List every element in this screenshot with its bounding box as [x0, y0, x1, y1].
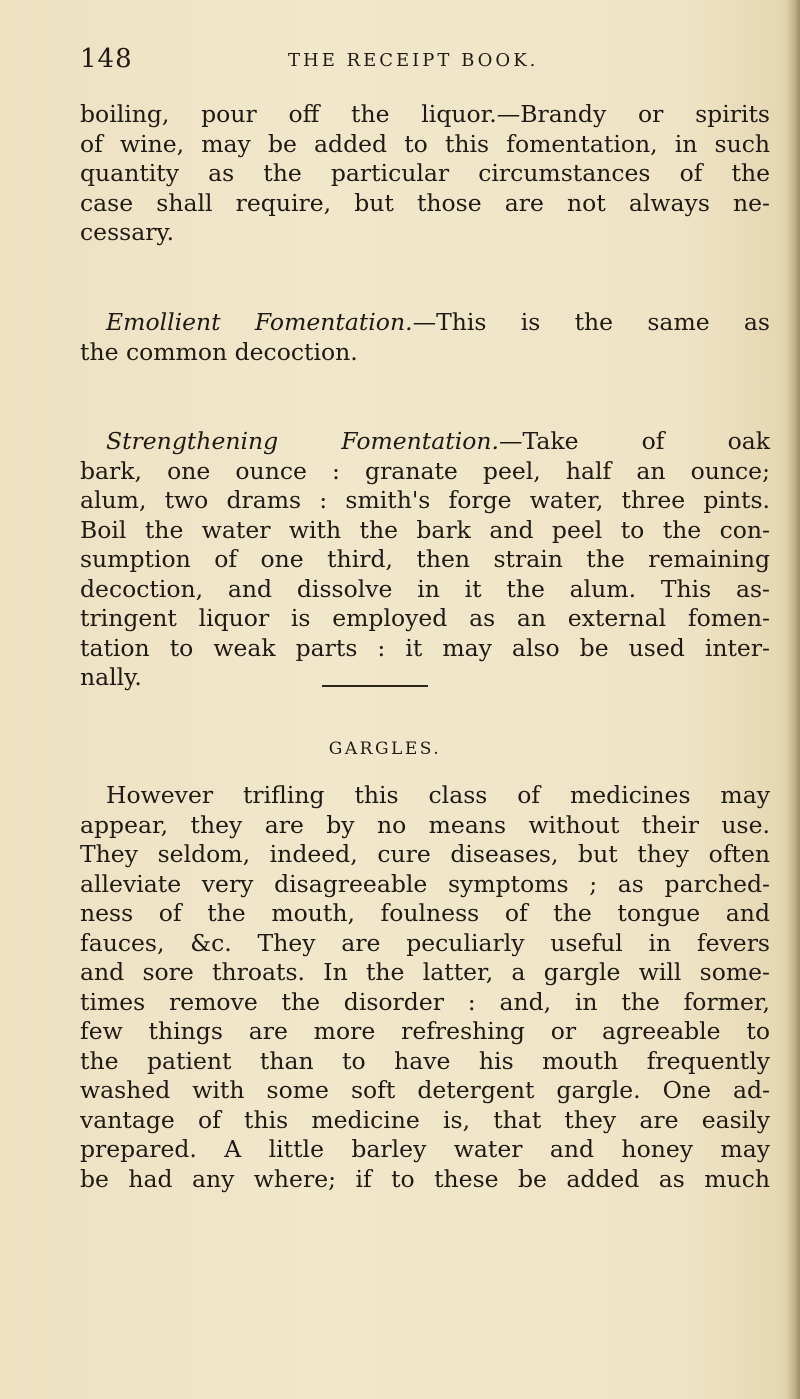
text-run: —This is the same as — [412, 308, 770, 336]
text-line: quantity as the particular circumstances of the — [80, 159, 770, 187]
text-line: of wine, may be added to this fomentation, in such — [80, 129, 770, 158]
text-line: the common decoction. — [80, 337, 358, 366]
text-line: few things are more refreshing or agreeable to — [80, 1017, 770, 1045]
text-line: They seldom, indeed, cure diseases, but they often — [80, 840, 770, 868]
text-line: sumption of one third, then strain the remaining — [80, 545, 770, 573]
text-line: decoction, and dissolve in it the alum. This as- — [80, 574, 770, 603]
paragraph-strengthening-fomentation — [80, 427, 770, 693]
text-line: tation to weak parts : it may also be used inter- — [80, 633, 770, 662]
paragraph-continuation — [80, 100, 770, 248]
text-line — [80, 427, 770, 457]
text-line: fauces, &c. They are peculiarly useful in fevers — [80, 928, 770, 957]
text-line: case shall require, but those are not always ne- — [80, 188, 770, 217]
section-title: GARGLES. — [328, 739, 442, 759]
text-run: —Take of oak — [498, 427, 770, 455]
text-line — [80, 308, 770, 338]
page-header — [80, 44, 770, 84]
text-line: vantage of this medicine is, that they are easily — [80, 1105, 770, 1134]
text-line: ness of the mouth, foulness of the tongue and — [80, 899, 770, 927]
recipe-heading: Emollient Fomentation. — [106, 308, 413, 336]
running-head: THE RECEIPT BOOK. — [288, 50, 539, 71]
recipe-heading: Strengthening Fomentation. — [106, 427, 499, 455]
section-divider — [322, 685, 428, 687]
text-line: cessary. — [80, 218, 175, 246]
text-line: boiling, pour off the liquor.—Brandy or spirits — [80, 100, 770, 128]
text-line: nally. — [80, 663, 142, 691]
text-line: the patient than to have his mouth frequently — [80, 1046, 770, 1075]
page-edge-shadow — [786, 0, 800, 1399]
paragraph-emollient-fomentation — [80, 308, 770, 367]
text-line: tringent liquor is employed as an external fomen- — [80, 604, 770, 632]
text-line: prepared. A little barley water and honey may — [80, 1135, 770, 1163]
page-number: 148 — [80, 44, 133, 74]
text-line: Boil the water with the bark and peel to the con- — [80, 515, 770, 544]
text-line: bark, one ounce : granate peel, half an ounce; — [80, 456, 770, 485]
text-line: alum, two drams : smith's forge water, three pints. — [80, 486, 770, 514]
text-line: be had any where; if to these be added as much — [80, 1164, 770, 1193]
paragraph-gargles — [80, 781, 770, 1194]
text-line: However trifling this class of medicines may — [106, 781, 770, 809]
text-line: alleviate very disagreeable symptoms ; as parched- — [80, 869, 770, 898]
text-line: and sore throats. In the latter, a gargle will some- — [80, 958, 770, 986]
text-line: appear, they are by no means without their use. — [80, 810, 770, 839]
text-line: times remove the disorder : and, in the former, — [80, 987, 770, 1016]
text-line: washed with some soft detergent gargle. One ad- — [80, 1076, 770, 1104]
